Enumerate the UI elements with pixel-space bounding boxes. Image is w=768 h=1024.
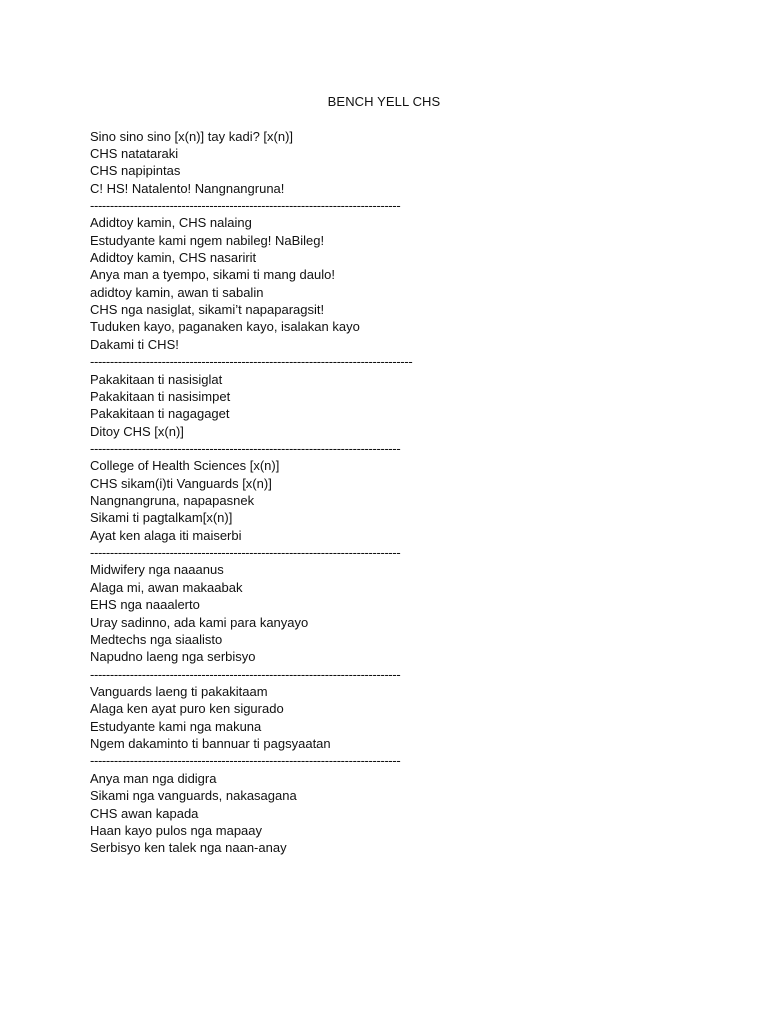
text-line: Sino sino sino [x(n)] tay kadi? [x(n)] — [90, 128, 294, 144]
text-line: Vanguards laeng ti pakakitaam — [90, 684, 268, 699]
text-line: Midwifery nga naaanus — [90, 562, 224, 578]
text-line: CHS sikam(i)ti Vanguards [x(n)] — [90, 475, 272, 491]
text-line: Anya man nga didigra — [90, 770, 217, 786]
text-line: Haan kayo pulos nga mapaay — [90, 822, 263, 838]
text-line: Sikami ti pagtalkam[x(n)] — [90, 510, 233, 526]
text-line: Alaga ken ayat puro ken sigurado — [90, 701, 284, 717]
text-line: Pakakitaan ti nasisimpet — [90, 388, 231, 404]
section-separator: ------------------------------------------------------------------------------ — [90, 545, 401, 561]
text-line: CHS awan kapada — [90, 805, 199, 821]
section-separator: ------------------------------------------------------------------------------ — [90, 753, 401, 769]
text-line: Uray sadinno, ada kami para kanyayo — [90, 614, 309, 630]
text-line: Dakami ti CHS! — [90, 336, 179, 352]
text-line: Ditoy CHS [x(n)] — [90, 423, 184, 439]
text-line: Pakakitaan ti nagagaget — [90, 406, 230, 422]
text-line: Estudyante kami nga makuna — [90, 718, 262, 734]
section-separator: ------------------------------------------------------------------------------ — [90, 666, 401, 682]
text-line: Tuduken kayo, paganaken kayo, isalakan kayo — [90, 319, 360, 335]
text-line: CHS napipintas — [90, 163, 181, 179]
text-line: CHS natataraki — [90, 145, 179, 161]
text-line: Estudyante kami ngem nabileg! NaBileg! — [90, 232, 325, 248]
text-line: Anya man a tyempo, sikami ti mang daulo! — [90, 267, 335, 283]
text-line: Serbisyo ken talek nga naan-anay — [90, 840, 287, 856]
section-separator: --------------------------------------------------------------------------------- — [90, 354, 413, 370]
text-line: Napudno laeng nga serbisyo — [90, 649, 256, 665]
section-separator: ------------------------------------------------------------------------------ — [90, 197, 401, 213]
text-line: Ayat ken alaga iti maiserbi — [90, 527, 242, 543]
document-body — [90, 128, 730, 857]
text-line: Adidtoy kamin, CHS nasaririt — [90, 250, 257, 266]
text-line: Adidtoy kamin, CHS nalaing — [90, 215, 252, 231]
text-line: Sikami nga vanguards, nakasagana — [90, 788, 297, 804]
section-separator: ------------------------------------------------------------------------------ — [90, 440, 401, 456]
text-line: Medtechs nga siaalisto — [90, 631, 223, 647]
text-line: C! HS! Natalento! Nangnangruna! — [90, 180, 285, 196]
document-title: BENCH YELL CHS — [327, 94, 441, 109]
text-line: Pakakitaan ti nasisiglat — [90, 371, 223, 387]
text-line: Nangnangruna, napapasnek — [90, 493, 255, 509]
text-line: College of Health Sciences [x(n)] — [90, 458, 280, 474]
text-line: EHS nga naaalerto — [90, 597, 200, 613]
text-line: Alaga mi, awan makaabak — [90, 579, 243, 595]
text-line: CHS nga nasiglat, sikami’t napaparagsit! — [90, 302, 325, 318]
text-line: Ngem dakaminto ti bannuar ti pagsyaatan — [90, 736, 331, 752]
text-line: adidtoy kamin, awan ti sabalin — [90, 284, 264, 300]
